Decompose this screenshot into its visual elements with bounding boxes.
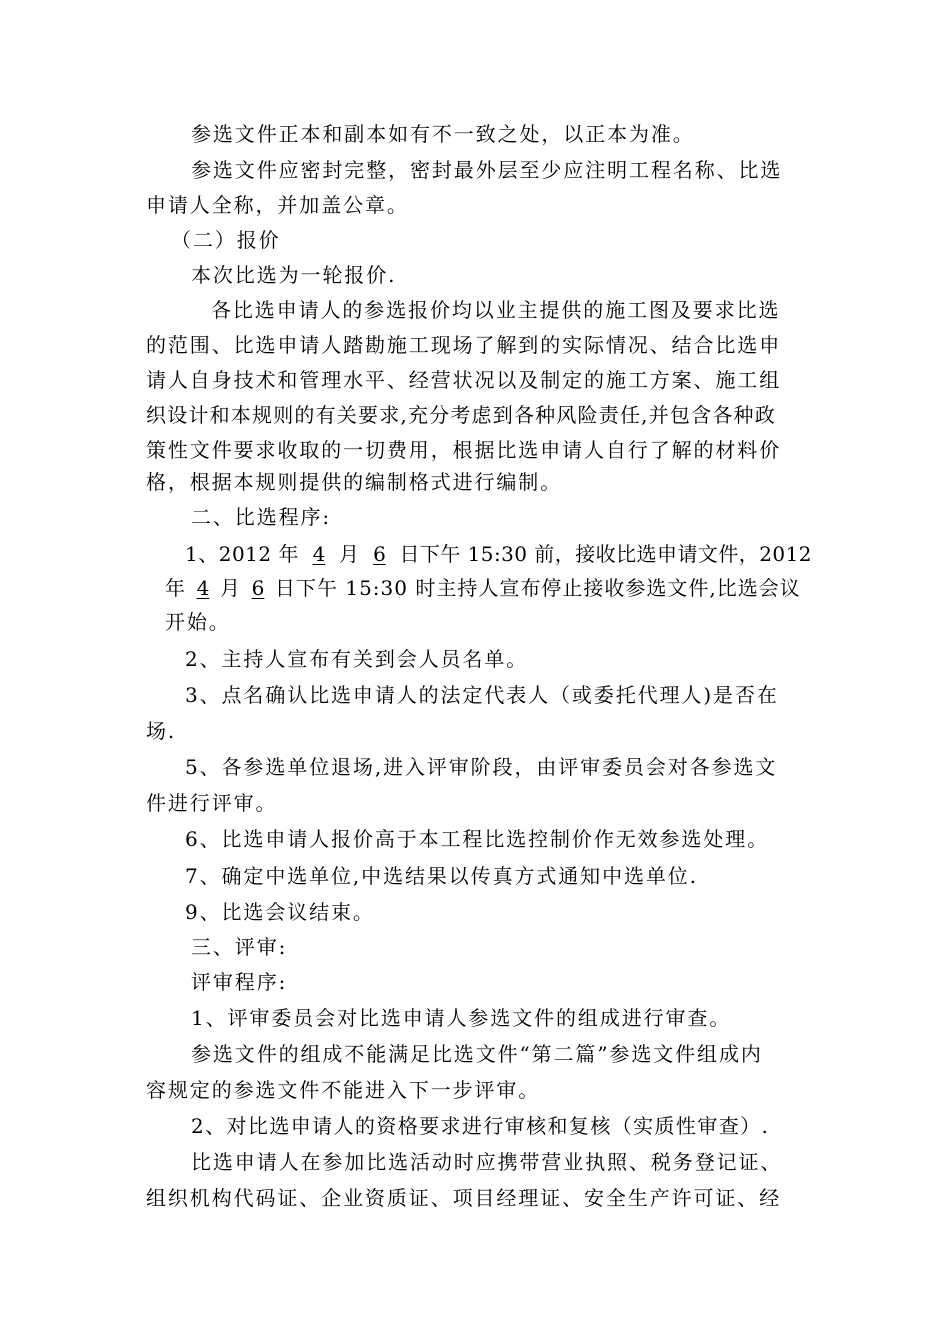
procedure-item: 7、确定中选单位,中选结果以传真方式通知中选单位. — [185, 864, 698, 888]
paragraph-line: 场. — [146, 719, 177, 743]
paragraph-line: 组织机构代码证、企业资质证、项目经理证、安全生产许可证、经 — [146, 1186, 782, 1210]
procedure-date-suffix: 日下午 15:30 前，接收比选申请文件，2012 — [399, 542, 812, 566]
month-underline-field: 4 — [196, 576, 210, 600]
procedure-date-suffix: 日下午 15:30 时主持人宣布停止接收参选文件,比选会议 — [275, 576, 801, 600]
paragraph-line: 容规定的参选文件不能进入下一步评审。 — [146, 1078, 541, 1102]
section-heading: （二）报价 — [171, 228, 281, 252]
month-label: 月 — [338, 542, 360, 566]
month-underline-field: 4 — [312, 542, 326, 566]
procedure-line-1 — [185, 542, 812, 566]
procedure-item: 2、主持人宣布有关到会人员名单。 — [185, 647, 529, 671]
section-heading: 二、比选程序: — [191, 505, 332, 529]
procedure-line-2 — [165, 576, 801, 600]
review-item: 1、评审委员会对比选申请人参选文件的组成进行审查。 — [191, 1006, 732, 1030]
paragraph-line: 参选文件应密封完整，密封最外层至少应注明工程名称、比选 — [191, 158, 783, 182]
paragraph-line: 参选文件正本和副本如有不一致之处，以正本为准。 — [191, 122, 695, 146]
procedure-date-prefix: 1、2012 年 — [185, 542, 299, 566]
day-underline-field: 6 — [251, 576, 265, 600]
paragraph-line: 策性文件要求收取的一切费用，根据比选申请人自行了解的材料价 — [146, 438, 782, 462]
paragraph-line: 开始。 — [165, 610, 231, 634]
review-item: 2、对比选申请人的资格要求进行审核和复核（实质性审查）. — [191, 1114, 770, 1138]
procedure-item: 3、点名确认比选申请人的法定代表人（或委托代理人)是否在 — [185, 683, 779, 707]
paragraph-line: 各比选申请人的参选报价均以业主提供的施工图及要求比选 — [211, 298, 781, 322]
section-heading: 三、评审: — [191, 935, 288, 959]
day-underline-field: 6 — [373, 542, 386, 566]
procedure-item: 9、比选会议结束。 — [185, 900, 375, 924]
paragraph-line: 织设计和本规则的有关要求,充分考虑到各种风险责任,并包含各种政 — [146, 403, 776, 427]
procedure-item: 6、比选申请人报价高于本工程比选控制价作无效参选处理。 — [185, 827, 770, 851]
month-label: 月 — [220, 576, 241, 600]
paragraph-line: 参选文件的组成不能满足比选文件“第二篇”参选文件组成内 — [191, 1042, 763, 1066]
paragraph-line: 件进行评审。 — [146, 791, 278, 815]
year-label: 年 — [165, 576, 186, 600]
paragraph-line: 比选申请人在参加比选活动时应携带营业执照、税务登记证、 — [191, 1150, 783, 1174]
paragraph-line: 申请人全称，并加盖公章。 — [146, 193, 409, 217]
paragraph-line: 格，根据本规则提供的编制格式进行编制。 — [146, 470, 563, 494]
subheading: 评审程序: — [191, 970, 288, 994]
paragraph-line: 本次比选为一轮报价. — [191, 263, 397, 287]
paragraph-line: 请人自身技术和管理水平、经营状况以及制定的施工方案、施工组 — [146, 368, 782, 392]
procedure-item: 5、各参选单位退场,进入评审阶段，由评审委员会对各参选文 — [185, 755, 778, 779]
paragraph-line: 的范围、比选申请人踏勘施工现场了解到的实际情况、结合比选申 — [146, 333, 782, 357]
